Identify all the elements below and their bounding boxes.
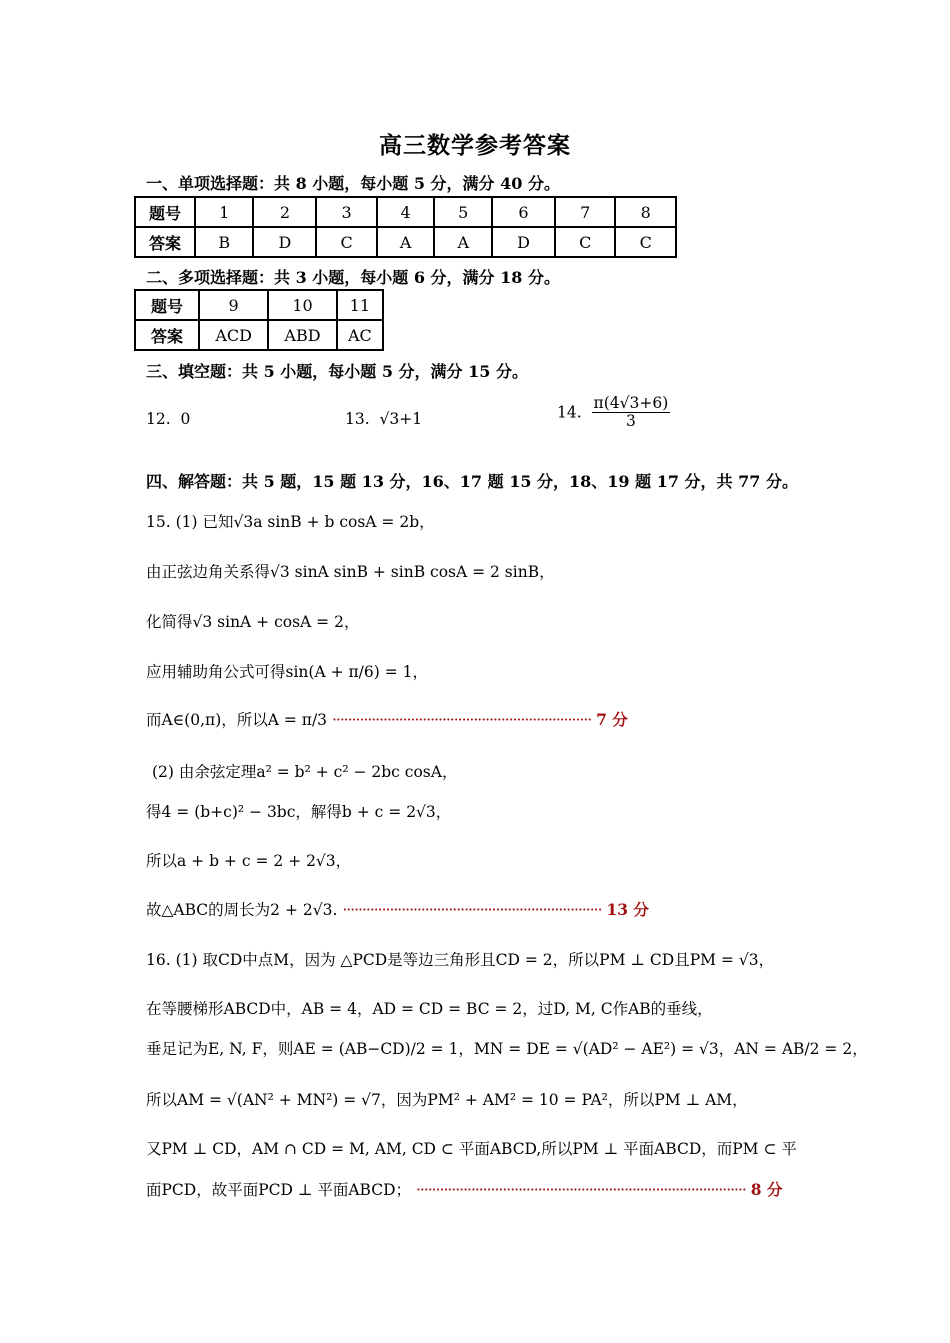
table-row-questions	[135, 290, 383, 320]
solution-line: 所以a + b + c = 2 + 2√3，	[146, 852, 352, 870]
solution-line-with-score	[146, 708, 628, 730]
solution-line: 又PM ⊥ CD，AM ∩ CD = M, AM, CD ⊂ 平面ABCD,所以PM ⊥ 平面ABCD，而PM ⊂ 平	[146, 1140, 797, 1158]
solution-line: 16. (1) 取CD中点M，因为 △PCD是等边三角形且CD = 2，所以PM ⊥ CD且PM = √3，	[146, 951, 775, 969]
answer-table-multi-choice	[134, 289, 384, 351]
table-cell: B	[195, 227, 253, 257]
table-cell: D	[492, 227, 555, 257]
table-row-answers	[135, 227, 676, 257]
table-cell: 3	[316, 197, 376, 227]
denominator: 3	[625, 412, 636, 431]
table-cell: 11	[337, 290, 383, 320]
table-cell: 2	[253, 197, 316, 227]
fill-answer-14	[557, 395, 670, 430]
table-cell: A	[434, 227, 492, 257]
table-cell: 6	[492, 197, 555, 227]
solution-line: (2) 由余弦定理a² = b² + c² − 2bc cosA，	[152, 763, 458, 781]
table-cell: ABD	[268, 320, 336, 350]
solution-text: 面PCD，故平面PCD ⊥ 平面ABCD；	[146, 1181, 412, 1199]
table-cell: 1	[195, 197, 253, 227]
section-heading-fill-blank: 三、填空题：共 5 小题，每小题 5 分，满分 15 分。	[146, 362, 528, 381]
solution-line-with-score	[146, 1178, 782, 1200]
section-heading-solutions: 四、解答题：共 5 题，15 题 13 分，16、17 题 15 分，18、19 题 17 分，共 77 分。	[146, 472, 798, 491]
question-number: 12.	[146, 410, 171, 428]
answer-value: 0	[180, 410, 191, 428]
table-cell: 10	[268, 290, 336, 320]
fill-answer-13	[345, 410, 422, 428]
page-title: 高三数学参考答案	[379, 132, 571, 159]
fraction	[592, 395, 671, 430]
solution-line: 所以AM = √(AN² + MN²) = √7，因为PM² + AM² = 10 = PA²，所以PM ⊥ AM，	[146, 1091, 748, 1109]
solution-line: 化简得√3 sinA + cosA = 2，	[146, 613, 360, 631]
solution-line: 由正弦边角关系得√3 sinA sinB + sinB cosA = 2 sinB，	[146, 563, 555, 581]
table-cell: 4	[377, 197, 435, 227]
solution-line: 15. (1) 已知√3a sinB + b cosA = 2b，	[146, 513, 435, 531]
answer-value: √3+1	[379, 410, 423, 428]
question-number: 14.	[557, 403, 582, 422]
section-heading-single-choice: 一、单项选择题：共 8 小题，每小题 5 分，满分 40 分。	[146, 174, 560, 193]
table-cell: C	[615, 227, 676, 257]
leader-dots: ····················································································	[415, 1181, 746, 1199]
table-cell: A	[377, 227, 435, 257]
section-heading-multi-choice: 二、多项选择题：共 3 小题，每小题 6 分，满分 18 分。	[146, 268, 560, 287]
row-label: 答案	[135, 320, 199, 350]
solution-text: 而A∈(0,π)，所以A = π/3	[146, 711, 328, 729]
table-row-answers	[135, 320, 383, 350]
score-marker: 8 分	[750, 1180, 783, 1199]
table-cell: C	[316, 227, 376, 257]
row-label: 题号	[135, 290, 199, 320]
answer-table-single-choice	[134, 196, 677, 258]
solution-line: 应用辅助角公式可得sin(A + π/6) = 1，	[146, 663, 428, 681]
solution-line-with-score	[146, 898, 649, 920]
numerator: π(4√3+6)	[593, 394, 669, 412]
table-cell: 7	[555, 197, 615, 227]
fill-answer-12	[146, 410, 190, 428]
solution-text: 故△ABC的周长为2 + 2√3.	[146, 901, 338, 919]
row-label: 答案	[135, 227, 195, 257]
table-cell: 9	[199, 290, 268, 320]
table-row-questions	[135, 197, 676, 227]
question-number: 13.	[345, 410, 370, 428]
table-cell: D	[253, 227, 316, 257]
table-cell: C	[555, 227, 615, 257]
row-label: 题号	[135, 197, 195, 227]
table-cell: 5	[434, 197, 492, 227]
score-marker: 13 分	[606, 900, 649, 919]
table-cell: 8	[615, 197, 676, 227]
solution-line: 得4 = (b+c)² − 3bc，解得b + c = 2√3，	[146, 803, 452, 821]
leader-dots: ··································································	[331, 711, 592, 729]
leader-dots: ··································································	[342, 901, 602, 919]
solution-line: 垂足记为E, N, F，则AE = (AB−CD)/2 = 1，MN = DE = √(AD² − AE²) = √3，AN = AB/2 = 2，	[146, 1040, 868, 1058]
table-cell: ACD	[199, 320, 268, 350]
solution-line: 在等腰梯形ABCD中，AB = 4，AD = CD = BC = 2，过D, M, C作AB的垂线，	[146, 1000, 713, 1018]
score-marker: 7 分	[596, 710, 628, 729]
table-cell: AC	[337, 320, 383, 350]
